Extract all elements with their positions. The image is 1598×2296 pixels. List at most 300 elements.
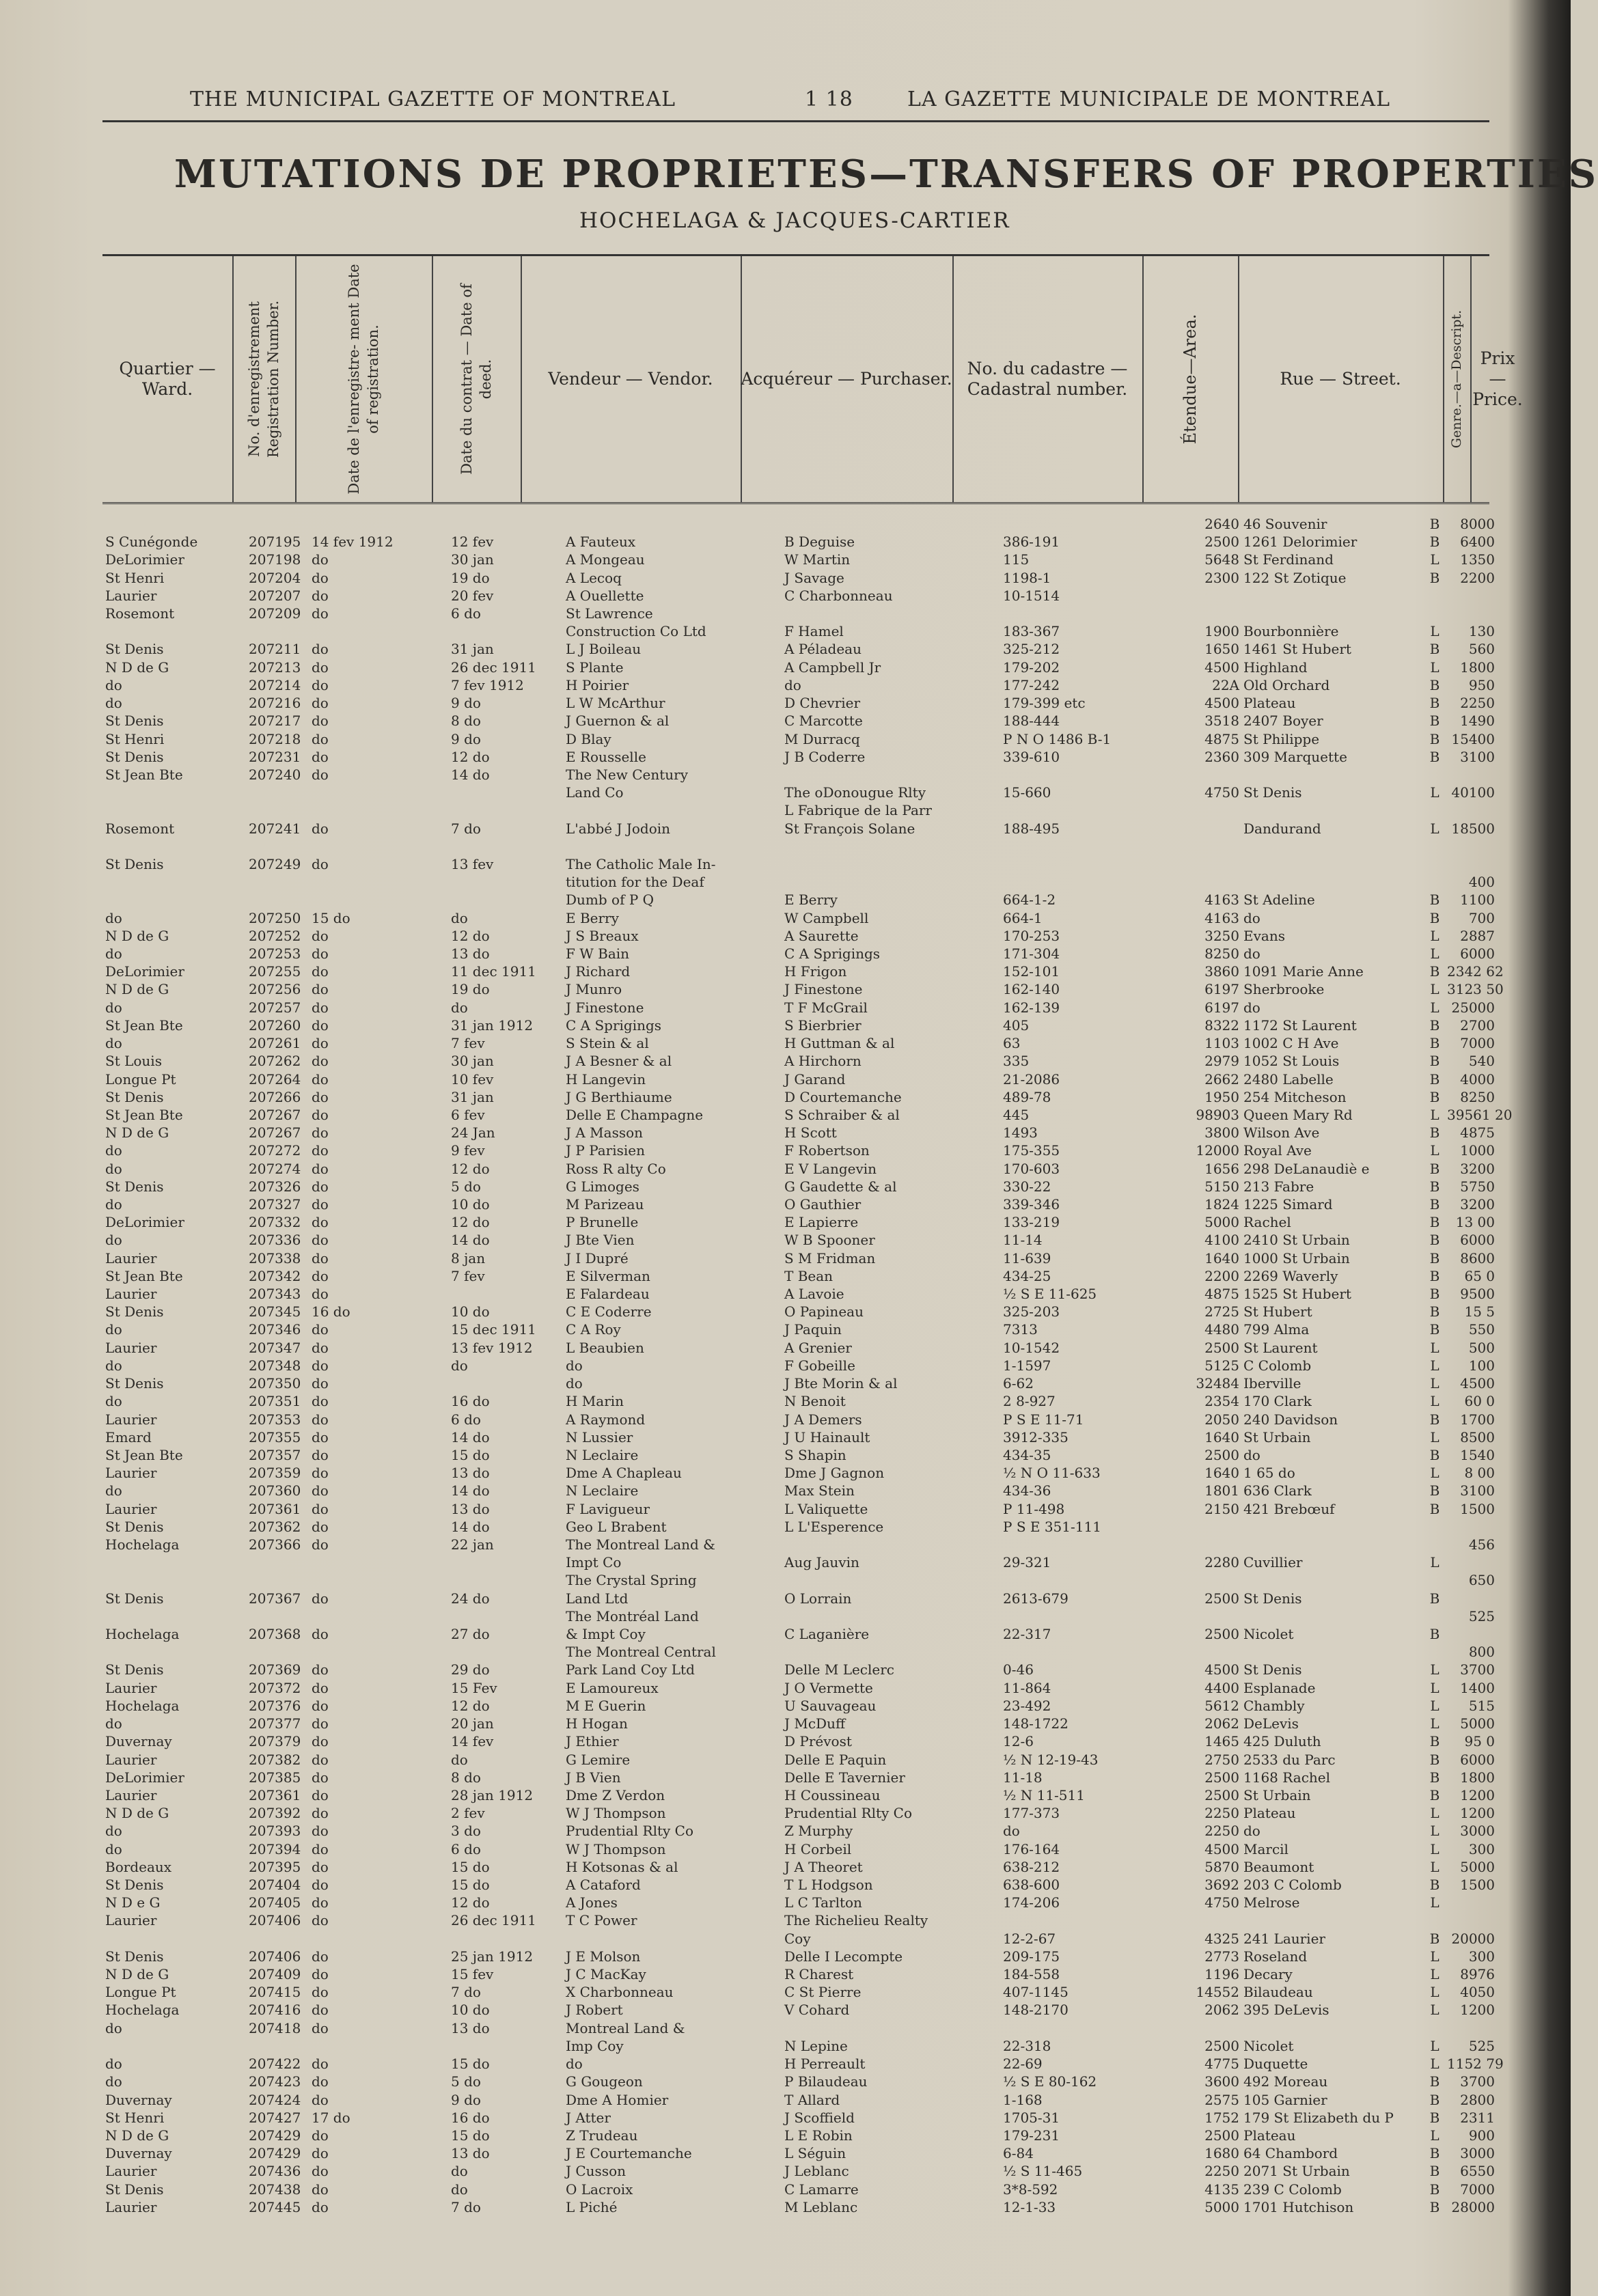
vendor-cell: J E Molson (566, 1948, 641, 1965)
price-cell: 950 (1468, 677, 1495, 693)
column-header-purchaser: Acquéreur — Purchaser. (741, 256, 954, 502)
deed-date-cell: 7 do (451, 820, 481, 837)
registration-date-cell: do (312, 605, 329, 622)
ward-cell: St Denis (105, 1089, 164, 1105)
ward-cell: St Louis (105, 1053, 162, 1069)
description-cell: B (1429, 910, 1440, 926)
cadastral-number-cell: 179-231 (1003, 2127, 1060, 2144)
registration-number-cell: 207361 (249, 1787, 301, 1803)
purchaser-cell: W B Spooner (784, 1232, 875, 1248)
cadastral-number-cell: 7313 (1003, 1321, 1038, 1338)
registration-number-cell: 207214 (249, 677, 301, 693)
registration-number-cell: 207326 (249, 1178, 301, 1195)
purchaser-cell: Delle I Lecompte (784, 1948, 903, 1965)
vendor-cell: E Berry (566, 910, 619, 926)
description-cell: B (1429, 2163, 1440, 2179)
area-cell: 4750 (1204, 784, 1239, 801)
ward-cell: Laurier (105, 1680, 157, 1696)
deed-date-cell: 15 do (451, 1877, 490, 1893)
area-cell: 1801 (1204, 1482, 1239, 1499)
cadastral-number-cell: 1-1597 (1003, 1357, 1051, 1374)
vendor-cell: A Cataford (566, 1877, 641, 1893)
purchaser-cell: J Savage (784, 570, 844, 586)
registration-date-cell: do (312, 1178, 329, 1195)
price-cell: 1200 (1460, 1787, 1495, 1803)
cadastral-number-cell: 664-1-2 (1003, 891, 1056, 908)
vendor-cell: The Montréal Land (566, 1608, 699, 1624)
purchaser-cell: H Frigon (784, 963, 847, 980)
deed-date-cell: 13 do (451, 2145, 490, 2161)
registration-number-cell: 207231 (249, 749, 301, 765)
description-cell: L (1430, 2002, 1439, 2018)
registration-number-cell: 207353 (249, 1411, 301, 1428)
purchaser-cell: Delle M Leclerc (784, 1661, 895, 1678)
ward-cell: Laurier (105, 1787, 157, 1803)
area-cell: 4135 (1204, 2181, 1239, 2198)
vendor-cell: J Bte Vien (566, 1232, 635, 1248)
area-cell: 2500 (1204, 1447, 1239, 1463)
registration-date-cell: do (312, 1250, 329, 1267)
registration-date-cell: do (312, 713, 329, 729)
price-cell: 2887 (1460, 928, 1495, 944)
cadastral-number-cell: 638-600 (1003, 1877, 1060, 1893)
area-cell: 1900 (1204, 623, 1239, 639)
registration-number-cell: 207204 (249, 570, 301, 586)
registration-date-cell: 17 do (312, 2110, 350, 2126)
table-row (102, 800, 1489, 820)
street-cell: St Adeline (1243, 891, 1315, 908)
street-cell: 1261 Delorimier (1243, 534, 1358, 550)
price-cell: 1400 (1460, 1680, 1495, 1696)
price-cell: 39561 20 (1447, 1107, 1513, 1123)
ward-cell: Laurier (105, 1340, 157, 1356)
price-cell: 13 00 (1455, 1214, 1495, 1230)
deed-date-cell: 15 Fev (451, 1680, 497, 1696)
price-cell: 8976 (1460, 1966, 1495, 1982)
deed-date-cell: 26 dec 1911 (451, 659, 536, 676)
cadastral-number-cell: 22-317 (1003, 1626, 1051, 1642)
ward-cell: St Denis (105, 641, 164, 657)
description-cell: B (1429, 2199, 1440, 2215)
street-cell: 1172 St Laurent (1243, 1017, 1357, 1034)
purchaser-cell: T F McGrail (784, 999, 868, 1016)
registration-date-cell: do (312, 1733, 329, 1749)
description-cell: B (1429, 1286, 1440, 1302)
description-cell: B (1429, 1053, 1440, 1069)
table-row (102, 1731, 1495, 1752)
area-cell: 1640 (1204, 1465, 1239, 1481)
deed-date-cell: 15 do (451, 2127, 490, 2144)
cadastral-number-cell: 11-18 (1003, 1769, 1043, 1786)
price-cell: 400 (1468, 874, 1495, 890)
description-cell: B (1429, 1590, 1440, 1607)
deed-date-cell: 13 do (451, 2020, 490, 2036)
ward-cell: Hochelaga (105, 1536, 180, 1553)
street-cell: St Denis (1243, 1590, 1302, 1607)
description-cell: L (1430, 1984, 1439, 2000)
street-cell: do (1243, 945, 1261, 962)
purchaser-cell: L Fabrique de la Parr (784, 802, 932, 818)
area-cell: 2725 (1204, 1303, 1239, 1320)
purchaser-cell: M Durracq (784, 731, 860, 747)
ward-cell: Longue Pt (105, 1071, 176, 1088)
cadastral-number-cell: 148-1722 (1003, 1715, 1069, 1732)
purchaser-cell: O Lorrain (784, 1590, 852, 1607)
price-cell: 1350 (1460, 551, 1495, 568)
street-cell: St Hubert (1243, 1303, 1312, 1320)
table-row (102, 889, 1495, 910)
description-cell: B (1429, 1501, 1440, 1517)
purchaser-cell: A Saurette (784, 928, 859, 944)
cadastral-number-cell: 176-164 (1003, 1841, 1060, 1857)
cadastral-number-cell: 339-610 (1003, 749, 1060, 765)
registration-date-cell: do (312, 1984, 329, 2000)
area-cell: 2640 (1204, 516, 1239, 532)
description-cell: B (1429, 1482, 1440, 1499)
description-cell: B (1429, 1017, 1440, 1034)
cadastral-number-cell: P S E 11-71 (1003, 1411, 1084, 1428)
ward-cell: N D de G (105, 2127, 169, 2144)
cadastral-number-cell: 0-46 (1003, 1661, 1034, 1678)
cadastral-number-cell: 489-78 (1003, 1089, 1051, 1105)
cadastral-number-cell: P 11-498 (1003, 1501, 1065, 1517)
description-cell: B (1429, 891, 1440, 908)
vendor-cell: J Robert (566, 2002, 623, 2018)
ward-cell: St Denis (105, 856, 164, 872)
street-cell: 1225 Simard (1243, 1196, 1333, 1213)
street-cell: Plateau (1243, 1805, 1296, 1821)
ward-cell: St Denis (105, 1661, 164, 1678)
deed-date-cell: 9 do (451, 731, 481, 747)
registration-number-cell: 207409 (249, 1966, 301, 1982)
price-cell: 4500 (1460, 1375, 1495, 1392)
vendor-cell: F W Bain (566, 945, 630, 962)
table-row (102, 549, 1495, 570)
area-cell: 1103 (1204, 1035, 1239, 1051)
ward-cell: do (105, 1482, 122, 1499)
vendor-cell: N Leclaire (566, 1447, 639, 1463)
price-cell: 6550 (1460, 2163, 1495, 2179)
street-cell: 179 St Elizabeth du P (1243, 2110, 1394, 2126)
column-header-registration-number: No. d'enregistrement Registration Number. (232, 256, 297, 502)
area-cell: 14552 (1196, 1984, 1239, 2000)
registration-date-cell: do (312, 1411, 329, 1428)
price-cell: 95 0 (1464, 1733, 1495, 1749)
ward-cell: do (105, 2056, 122, 2072)
ward-cell: Duvernay (105, 2145, 172, 2161)
deed-date-cell: 11 dec 1911 (451, 963, 536, 980)
deed-date-cell: 8 do (451, 713, 481, 729)
registration-date-cell: do (312, 2199, 329, 2215)
price-cell: 1000 (1460, 1142, 1495, 1159)
ward-cell: St Denis (105, 1877, 164, 1893)
cadastral-number-cell: ½ N 11-511 (1003, 1787, 1085, 1803)
registration-date-cell: do (312, 1035, 329, 1051)
registration-number-cell: 207445 (249, 2199, 301, 2215)
purchaser-cell: B Deguise (784, 534, 855, 550)
area-cell: 4100 (1204, 1232, 1239, 1248)
cadastral-number-cell: 188-495 (1003, 820, 1060, 837)
cadastral-number-cell: 11-14 (1003, 1232, 1043, 1248)
area-cell: 4325 (1204, 1931, 1239, 1947)
purchaser-cell: The Richelieu Realty (784, 1912, 928, 1928)
registration-number-cell: 207429 (249, 2145, 301, 2161)
registration-date-cell: do (312, 1465, 329, 1481)
registration-date-cell: do (312, 1053, 329, 1069)
area-cell: 2050 (1204, 1411, 1239, 1428)
registration-date-cell: do (312, 2002, 329, 2018)
registration-number-cell: 207256 (249, 981, 301, 997)
purchaser-cell: D Prévost (784, 1733, 852, 1749)
purchaser-cell: C Marcotte (784, 713, 863, 729)
deed-date-cell: 14 do (451, 1482, 490, 1499)
registration-number-cell: 207392 (249, 1805, 301, 1821)
description-cell: L (1430, 981, 1439, 997)
deed-date-cell: 16 do (451, 2110, 490, 2126)
area-cell: 2662 (1204, 1071, 1239, 1088)
vendor-cell: C A Sprigings (566, 1017, 662, 1034)
purchaser-cell: F Gobeille (784, 1357, 855, 1374)
registration-number-cell: 207249 (249, 856, 301, 872)
registration-number-cell: 207406 (249, 1948, 301, 1965)
street-cell: DeLevis (1243, 1715, 1299, 1732)
registration-date-cell: do (312, 1321, 329, 1338)
cadastral-number-cell: 1493 (1003, 1124, 1038, 1141)
registration-date-cell: do (312, 1393, 329, 1409)
deed-date-cell: 3 do (451, 1823, 481, 1839)
vendor-cell: The New Century (566, 766, 689, 783)
area-cell: 22A (1212, 677, 1239, 693)
registration-number-cell: 207255 (249, 963, 301, 980)
street-cell: 1 65 do (1243, 1465, 1295, 1481)
ward-cell: do (105, 1321, 122, 1338)
cadastral-number-cell: 21-2086 (1003, 1071, 1060, 1088)
ward-cell: Emard (105, 1429, 152, 1446)
description-cell: B (1429, 1250, 1440, 1267)
ward-cell: do (105, 1357, 122, 1374)
area-cell: 2062 (1204, 2002, 1239, 2018)
description-cell: L (1430, 1680, 1439, 1696)
street-cell: do (1243, 1447, 1261, 1463)
street-cell: 254 Mitcheson (1243, 1089, 1347, 1105)
column-header-deed-date: Date du contrat — Date of deed. (432, 256, 522, 502)
vendor-cell: H Poirier (566, 677, 629, 693)
table-row (102, 2071, 1495, 2092)
running-header-english: THE MUNICIPAL GAZETTE OF MONTREAL (190, 87, 676, 111)
registration-date-cell: do (312, 2181, 329, 2198)
ward-cell: Duvernay (105, 1733, 172, 1749)
registration-number-cell: 207418 (249, 2020, 301, 2036)
registration-number-cell: 207218 (249, 731, 301, 747)
area-cell: 6197 (1204, 999, 1239, 1016)
purchaser-cell: W Martin (784, 551, 851, 568)
cadastral-number-cell: 177-242 (1003, 677, 1060, 693)
area-cell: 3250 (1204, 928, 1239, 944)
description-cell: L (1430, 1554, 1439, 1571)
deed-date-cell: do (451, 2163, 468, 2179)
area-cell: 1640 (1204, 1250, 1239, 1267)
registration-date-cell: do (312, 1590, 329, 1607)
price-cell: 2250 (1460, 695, 1495, 711)
ward-cell: St Jean Bte (105, 766, 183, 783)
ward-cell: St Denis (105, 1303, 164, 1320)
description-cell: L (1430, 999, 1439, 1016)
purchaser-cell: N Lepine (784, 2038, 848, 2054)
deed-date-cell: 12 do (451, 1161, 490, 1177)
cadastral-number-cell: 407-1145 (1003, 1984, 1069, 2000)
description-cell: B (1429, 641, 1440, 657)
deed-date-cell: 31 jan 1912 (451, 1017, 534, 1034)
area-cell: 1950 (1204, 1089, 1239, 1105)
description-cell: L (1430, 1375, 1439, 1392)
purchaser-cell: J Paquin (784, 1321, 842, 1338)
street-cell: Nicolet (1243, 2038, 1294, 2054)
price-cell: 130 (1468, 623, 1495, 639)
street-cell: Plateau (1243, 695, 1296, 711)
vendor-cell: Montreal Land & (566, 2020, 685, 2036)
registration-date-cell: 15 do (312, 910, 350, 926)
deed-date-cell: 30 jan (451, 551, 494, 568)
vendor-cell: A Lecoq (566, 570, 622, 586)
vendor-cell: E Lamoureux (566, 1680, 659, 1696)
cadastral-number-cell: 188-444 (1003, 713, 1060, 729)
ward-cell: St Denis (105, 1590, 164, 1607)
registration-number-cell: 207264 (249, 1071, 301, 1088)
purchaser-cell: N Benoit (784, 1393, 846, 1409)
price-cell: 40100 (1451, 784, 1495, 801)
purchaser-cell: C Laganière (784, 1626, 870, 1642)
street-cell: Royal Ave (1243, 1142, 1312, 1159)
deed-date-cell: 7 fev (451, 1035, 485, 1051)
price-cell: 1540 (1460, 1447, 1495, 1463)
deed-date-cell: 8 jan (451, 1250, 486, 1267)
purchaser-cell: O Gauthier (784, 1196, 862, 1213)
vendor-cell: X Charbonneau (566, 1984, 674, 2000)
vendor-cell: H Kotsonas & al (566, 1859, 678, 1875)
table-row (102, 1910, 1489, 1931)
description-cell: B (1429, 1232, 1440, 1248)
area-cell: 8250 (1204, 945, 1239, 962)
registration-number-cell: 207424 (249, 2092, 301, 2108)
cadastral-number-cell: 12-1-33 (1003, 2199, 1056, 2215)
deed-date-cell: do (451, 1357, 468, 1374)
deed-date-cell: 13 do (451, 945, 490, 962)
ward-cell: Laurier (105, 2199, 157, 2215)
registration-date-cell: do (312, 1268, 329, 1284)
table-row (102, 1230, 1495, 1250)
price-cell: 525 (1468, 2038, 1495, 2054)
deed-date-cell: 8 do (451, 1769, 481, 1786)
price-cell: 1152 79 (1447, 2056, 1504, 2072)
deed-date-cell: 31 jan (451, 1089, 494, 1105)
cadastral-number-cell: 434-35 (1003, 1447, 1051, 1463)
vendor-cell: Ross R alty Co (566, 1161, 666, 1177)
column-header-area: Étendue—Area. (1142, 256, 1239, 502)
cadastral-number-cell: 335 (1003, 1053, 1030, 1069)
registration-number-cell: 207429 (249, 2127, 301, 2144)
registration-date-cell: do (312, 820, 329, 837)
deed-date-cell: do (451, 2181, 468, 2198)
street-cell: Plateau (1243, 2127, 1296, 2144)
vendor-cell: J Richard (566, 963, 631, 980)
registration-date-cell: do (312, 1823, 329, 1839)
description-cell: B (1429, 1124, 1440, 1141)
vendor-cell: E Rousselle (566, 749, 646, 765)
vendor-cell: J Atter (566, 2110, 611, 2126)
street-cell: 309 Marquette (1243, 749, 1347, 765)
street-cell: Bourbonnière (1243, 623, 1339, 639)
purchaser-cell: H Guttman & al (784, 1035, 895, 1051)
price-cell: 1200 (1460, 1805, 1495, 1821)
table-row (102, 1319, 1495, 1340)
registration-date-cell: do (312, 945, 329, 962)
registration-date-cell: do (312, 1340, 329, 1356)
street-cell: 1461 St Hubert (1243, 641, 1351, 657)
cadastral-number-cell: 184-558 (1003, 1966, 1060, 1982)
area-cell: 1640 (1204, 1429, 1239, 1446)
ward-cell: do (105, 1823, 122, 1839)
ward-cell: Rosemont (105, 605, 175, 622)
purchaser-cell: J B Coderre (784, 749, 866, 765)
deed-date-cell: 2 fev (451, 1805, 485, 1821)
description-cell: B (1429, 1303, 1440, 1320)
price-cell: 300 (1468, 1841, 1495, 1857)
table-row (102, 2197, 1495, 2217)
cadastral-number-cell: 177-373 (1003, 1805, 1060, 1821)
registration-number-cell: 207416 (249, 2002, 301, 2018)
vendor-cell: Park Land Coy Ltd (566, 1661, 695, 1678)
purchaser-cell: J Leblanc (784, 2163, 849, 2179)
vendor-cell: N Leclaire (566, 1482, 639, 1499)
registration-date-cell: do (312, 1787, 329, 1803)
vendor-cell: L'abbé J Jodoin (566, 820, 671, 837)
column-header-ward: Quartier — Ward. (102, 256, 234, 502)
price-cell: 9500 (1460, 1286, 1495, 1302)
purchaser-cell: F Hamel (784, 623, 844, 639)
vendor-cell: Z Trudeau (566, 2127, 638, 2144)
street-cell: do (1243, 999, 1261, 1016)
deed-date-cell: 25 jan 1912 (451, 1948, 534, 1965)
ward-cell: Longue Pt (105, 1984, 176, 2000)
street-cell: 239 C Colomb (1243, 2181, 1342, 2198)
purchaser-cell: G Gaudette & al (784, 1178, 897, 1195)
ward-cell: St Henri (105, 570, 165, 586)
vendor-cell: Prudential Rlty Co (566, 1823, 694, 1839)
street-cell: St Urbain (1243, 1429, 1311, 1446)
street-cell: Rachel (1243, 1214, 1291, 1230)
deed-date-cell: do (451, 1752, 468, 1768)
description-cell: L (1430, 928, 1439, 944)
purchaser-cell: R Charest (784, 1966, 854, 1982)
price-cell: 20000 (1451, 1931, 1495, 1947)
street-cell: 170 Clark (1243, 1393, 1312, 1409)
registration-date-cell: do (312, 1286, 329, 1302)
vendor-cell: Imp Coy (566, 2038, 624, 2054)
ward-cell: do (105, 910, 122, 926)
street-cell: Roseland (1243, 1948, 1308, 1965)
area-cell: 4500 (1204, 659, 1239, 676)
table-row (102, 1480, 1495, 1501)
purchaser-cell: Max Stein (784, 1482, 855, 1499)
purchaser-cell: A Péladeau (784, 641, 862, 657)
cadastral-number-cell: 171-304 (1003, 945, 1060, 962)
purchaser-cell: Coy (784, 1931, 811, 1947)
street-cell: Duquette (1243, 2056, 1308, 2072)
registration-date-cell: do (312, 1375, 329, 1392)
purchaser-cell: T Allard (784, 2092, 840, 2108)
area-cell: 5612 (1204, 1698, 1239, 1714)
description-cell: L (1430, 1429, 1439, 1446)
